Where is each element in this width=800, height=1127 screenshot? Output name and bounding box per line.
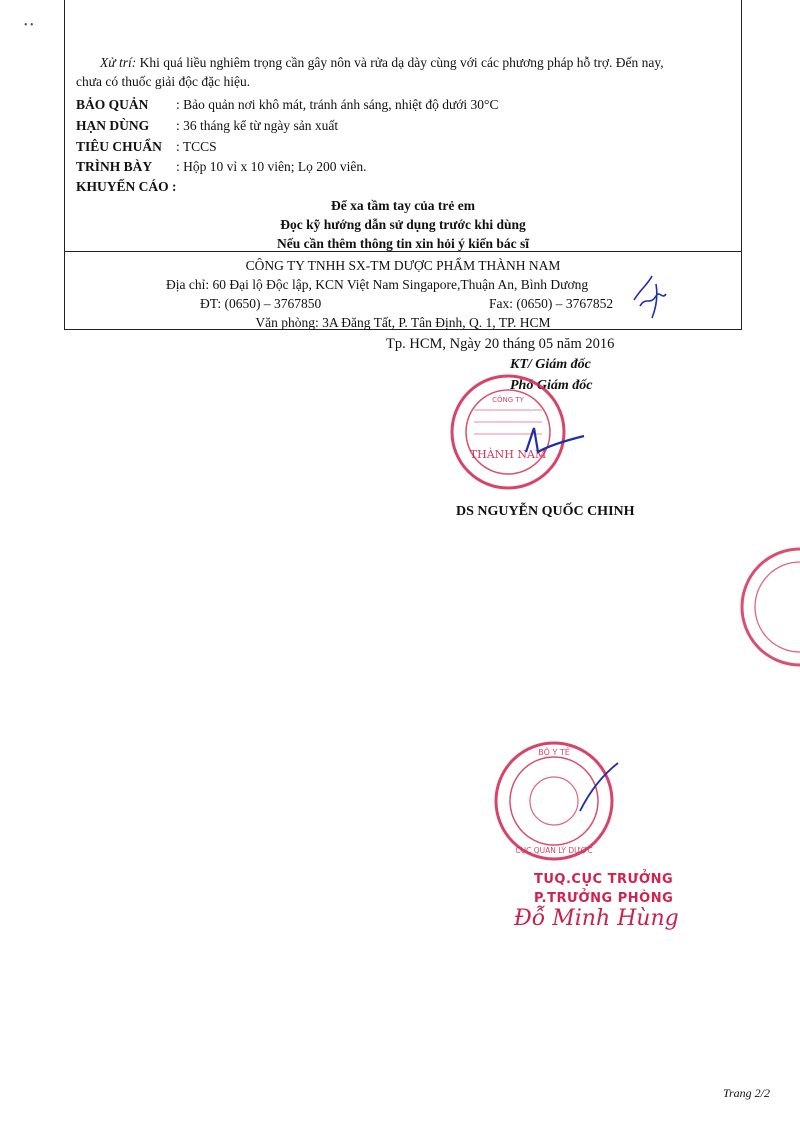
overdose-line-2: chưa có thuốc giải độc đặc hiệu. (76, 74, 251, 89)
spec-label-storage: BẢO QUẢN (76, 97, 149, 112)
initials-scribble (626, 266, 672, 322)
stamp-company-name: THÀNH NAM (469, 448, 547, 461)
signer-name: DS NGUYỄN QUỐC CHINH (456, 504, 635, 519)
warning-ask-doctor: Nếu cần thêm thông tin xin hỏi ý kiến bác sĩ (276, 236, 530, 251)
authority-title-2: P.TRƯỞNG PHÒNG (534, 891, 674, 906)
spec-value-presentation: : Hộp 10 vỉ x 10 viên; Lọ 200 viên. (176, 159, 367, 174)
company-name: CÔNG TY TNHH SX-TM DƯỢC PHẨM THÀNH NAM (245, 258, 561, 273)
signature-date: Tp. HCM, Ngày 20 tháng 05 năm 2016 (386, 336, 615, 352)
svg-text:CỤC QUẢN LÝ DƯỢC: CỤC QUẢN LÝ DƯỢC (515, 846, 593, 855)
spec-label-presentation: TRÌNH BÀY (76, 159, 153, 174)
spec-label-standard: TIÊU CHUẨN (76, 139, 162, 154)
spec-label-warning: KHUYẾN CÁO : (76, 179, 177, 194)
scan-dots: • • (24, 20, 34, 31)
company-fax: Fax: (0650) – 3767852 (489, 296, 614, 311)
spec-value-expiry: : 36 tháng kể từ ngày sản xuất (176, 118, 339, 133)
authority-title-1: TUQ.CỤC TRƯỞNG (534, 872, 674, 887)
overdose-text-1: Khi quá liều nghiêm trọng cần gây nôn và rửa dạ dày cùng với các phương pháp hỗ trợ. Đến nay, (139, 55, 664, 70)
overdose-line-1 (100, 54, 664, 72)
svg-text:CÔNG TY: CÔNG TY (492, 396, 524, 404)
partial-stamp (720, 545, 800, 675)
svg-text:BỘ Y TẾ: BỘ Y TẾ (538, 748, 570, 757)
signature-role-1: KT/ Giám đốc (510, 357, 591, 372)
company-office: Văn phòng: 3A Đăng Tất, P. Tân Định, Q. 1, TP. HCM (255, 315, 551, 330)
page-number: Trang 2/2 (722, 1086, 770, 1100)
warning-children: Để xa tầm tay của trẻ em (331, 198, 475, 213)
company-stamp (438, 366, 586, 496)
company-phone: ĐT: (0650) – 3767850 (200, 296, 322, 311)
overdose-label: Xử trí: (100, 55, 137, 70)
warning-read-instructions: Đọc kỹ hướng dẫn sử dụng trước khi dùng (280, 217, 526, 232)
spec-value-storage: : Bảo quản nơi khô mát, tránh ánh sáng, nhiệt độ dưới 30°C (176, 97, 499, 112)
spec-label-expiry: HẠN DÙNG (76, 118, 150, 133)
company-address: Địa chỉ: 60 Đại lộ Độc lập, KCN Việt Nam Singapore,Thuận An, Bình Dương (166, 277, 589, 292)
ministry-stamp (488, 735, 628, 865)
spec-value-standard: : TCCS (176, 139, 217, 154)
authority-signer: Đỗ Minh Hùng (514, 906, 679, 931)
signature-role-2: Phó Giám đốc (510, 378, 593, 393)
